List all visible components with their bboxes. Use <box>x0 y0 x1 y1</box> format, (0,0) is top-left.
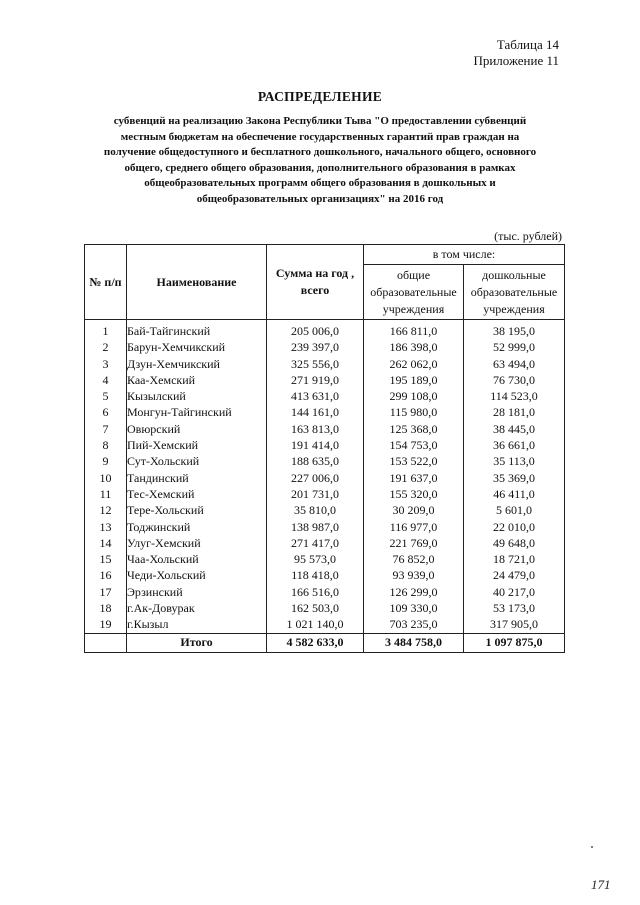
table-row <box>85 502 565 518</box>
subtitle-line: получение общедоступного и бесплатного дошкольного, начального общего, основного <box>103 146 537 158</box>
row-general: 195 189,0 <box>364 372 464 388</box>
row-total: 205 006,0 <box>267 320 364 340</box>
table-row <box>85 356 565 372</box>
row-general: 166 811,0 <box>364 320 464 340</box>
row-preschool: 114 523,0 <box>464 388 565 404</box>
row-num: 10 <box>85 470 127 486</box>
row-preschool: 36 661,0 <box>464 437 565 453</box>
row-name: Эрзинский <box>127 584 267 600</box>
table-row <box>85 551 565 567</box>
column-header-total <box>267 245 364 320</box>
totals-general: 3 484 758,0 <box>364 633 464 652</box>
table-row <box>85 486 565 502</box>
table-row <box>85 388 565 404</box>
row-num: 13 <box>85 519 127 535</box>
subtitle-line: субвенций на реализацию Закона Республики Тыва "О предоставлении субвенций <box>113 115 527 127</box>
row-num: 11 <box>85 486 127 502</box>
row-name: Чаа-Хольский <box>127 551 267 567</box>
row-name: г.Ак-Довурак <box>127 600 267 616</box>
document-header <box>473 37 559 69</box>
row-num: 8 <box>85 437 127 453</box>
row-general: 153 522,0 <box>364 453 464 469</box>
column-header-general <box>364 265 464 320</box>
table-row <box>85 437 565 453</box>
row-num: 7 <box>85 421 127 437</box>
row-total: 271 919,0 <box>267 372 364 388</box>
row-preschool: 18 721,0 <box>464 551 565 567</box>
row-total: 271 417,0 <box>267 535 364 551</box>
column-header-name: Наименование <box>127 245 267 320</box>
row-name: Бай-Тайгинский <box>127 320 267 340</box>
row-num: 16 <box>85 567 127 583</box>
row-total: 166 516,0 <box>267 584 364 600</box>
row-total: 188 635,0 <box>267 453 364 469</box>
row-name: Тере-Хольский <box>127 502 267 518</box>
row-total: 144 161,0 <box>267 404 364 420</box>
table-row <box>85 320 565 340</box>
row-general: 154 753,0 <box>364 437 464 453</box>
row-num: 6 <box>85 404 127 420</box>
row-general: 115 980,0 <box>364 404 464 420</box>
row-total: 162 503,0 <box>267 600 364 616</box>
row-general: 76 852,0 <box>364 551 464 567</box>
row-total: 1 021 140,0 <box>267 616 364 633</box>
header-line: всего <box>300 283 330 297</box>
row-total: 138 987,0 <box>267 519 364 535</box>
subtitle-line: общеобразовательных программ общего образования в дошкольных и <box>144 177 496 189</box>
table-row <box>85 404 565 420</box>
page-number-mark: 171 <box>591 877 611 892</box>
table-body <box>85 320 565 653</box>
header-line: учреждения <box>382 301 445 316</box>
row-preschool: 35 113,0 <box>464 453 565 469</box>
row-general: 155 320,0 <box>364 486 464 502</box>
row-preschool: 46 411,0 <box>464 486 565 502</box>
scan-speck <box>591 846 593 848</box>
row-total: 35 810,0 <box>267 502 364 518</box>
row-total: 227 006,0 <box>267 470 364 486</box>
row-general: 116 977,0 <box>364 519 464 535</box>
row-num: 18 <box>85 600 127 616</box>
row-total: 191 414,0 <box>267 437 364 453</box>
row-name: Тес-Хемский <box>127 486 267 502</box>
subtitle-line: местным бюджетам на обеспечение государственных гарантий прав граждан на <box>120 130 520 143</box>
row-preschool: 63 494,0 <box>464 356 565 372</box>
row-total: 239 397,0 <box>267 339 364 355</box>
row-preschool: 49 648,0 <box>464 535 565 551</box>
row-general: 703 235,0 <box>364 616 464 633</box>
row-num: 3 <box>85 356 127 372</box>
row-preschool: 38 445,0 <box>464 421 565 437</box>
row-name: Овюрский <box>127 421 267 437</box>
totals-total: 4 582 633,0 <box>267 633 364 652</box>
header-line: общие <box>396 267 431 282</box>
row-num: 15 <box>85 551 127 567</box>
row-preschool: 38 195,0 <box>464 320 565 340</box>
row-preschool: 28 181,0 <box>464 404 565 420</box>
column-header-including: в том числе: <box>364 245 565 265</box>
table-row <box>85 519 565 535</box>
totals-preschool: 1 097 875,0 <box>464 633 565 652</box>
row-general: 109 330,0 <box>364 600 464 616</box>
row-name: Тандинский <box>127 470 267 486</box>
row-general: 126 299,0 <box>364 584 464 600</box>
totals-num-cell <box>85 633 127 652</box>
distribution-table <box>84 244 565 653</box>
row-num: 19 <box>85 616 127 633</box>
row-general: 186 398,0 <box>364 339 464 355</box>
row-preschool: 24 479,0 <box>464 567 565 583</box>
row-preschool: 76 730,0 <box>464 372 565 388</box>
table-row <box>85 535 565 551</box>
table-row <box>85 453 565 469</box>
row-name: Кызылский <box>127 388 267 404</box>
row-general: 221 769,0 <box>364 535 464 551</box>
row-general: 299 108,0 <box>364 388 464 404</box>
row-general: 93 939,0 <box>364 567 464 583</box>
row-num: 14 <box>85 535 127 551</box>
row-total: 325 556,0 <box>267 356 364 372</box>
appendix-label: Приложение 11 <box>473 53 559 68</box>
totals-label: Итого <box>127 633 267 652</box>
header-line: дошкольные <box>482 267 546 282</box>
row-num: 17 <box>85 584 127 600</box>
row-general: 125 368,0 <box>364 421 464 437</box>
row-preschool: 53 173,0 <box>464 600 565 616</box>
row-name: Пий-Хемский <box>127 437 267 453</box>
row-num: 5 <box>85 388 127 404</box>
row-name: Дзун-Хемчикский <box>127 356 267 372</box>
row-name: Сут-Хольский <box>127 453 267 469</box>
header-line: Сумма на год , <box>275 266 355 280</box>
row-general: 262 062,0 <box>364 356 464 372</box>
row-num: 9 <box>85 453 127 469</box>
row-general: 191 637,0 <box>364 470 464 486</box>
header-line: учреждения <box>483 301 545 316</box>
table-row <box>85 567 565 583</box>
table-label: Таблица 14 <box>496 37 559 52</box>
row-num: 2 <box>85 339 127 355</box>
units-label: (тыс. рублей) <box>494 229 562 243</box>
row-name: Улуг-Хемский <box>127 535 267 551</box>
row-general: 30 209,0 <box>364 502 464 518</box>
row-name: г.Кызыл <box>127 616 267 633</box>
row-num: 1 <box>85 320 127 340</box>
row-preschool: 5 601,0 <box>464 502 565 518</box>
row-total: 163 813,0 <box>267 421 364 437</box>
row-name: Чеди-Хольский <box>127 567 267 583</box>
header-line: образовательные <box>370 284 457 299</box>
row-total: 201 731,0 <box>267 486 364 502</box>
row-name: Каа-Хемский <box>127 372 267 388</box>
row-preschool: 35 369,0 <box>464 470 565 486</box>
subtitle-line: общеобразовательных организациях" на 2016 год <box>196 192 444 205</box>
column-header-num: № п/п <box>85 245 127 320</box>
table-row <box>85 616 565 633</box>
document-title: РАСПРЕДЕЛЕНИЕ <box>257 89 383 104</box>
table-row <box>85 421 565 437</box>
row-preschool: 40 217,0 <box>464 584 565 600</box>
table-row <box>85 339 565 355</box>
row-name: Монгун-Тайгинский <box>127 404 267 420</box>
column-header-preschool <box>464 265 565 320</box>
row-total: 118 418,0 <box>267 567 364 583</box>
table-row <box>85 584 565 600</box>
row-num: 4 <box>85 372 127 388</box>
table-row <box>85 470 565 486</box>
header-line: образовательные <box>470 284 558 299</box>
row-name: Тоджинский <box>127 519 267 535</box>
document-subtitle <box>80 114 560 207</box>
row-name: Барун-Хемчикский <box>127 339 267 355</box>
row-total: 413 631,0 <box>267 388 364 404</box>
totals-row <box>85 633 565 652</box>
row-preschool: 22 010,0 <box>464 519 565 535</box>
row-preschool: 317 905,0 <box>464 616 565 633</box>
subtitle-line: общего, среднего общего образования, дополнительного образования в рамках <box>124 161 516 174</box>
row-num: 12 <box>85 502 127 518</box>
table-row <box>85 600 565 616</box>
row-preschool: 52 999,0 <box>464 339 565 355</box>
table-row <box>85 372 565 388</box>
row-total: 95 573,0 <box>267 551 364 567</box>
